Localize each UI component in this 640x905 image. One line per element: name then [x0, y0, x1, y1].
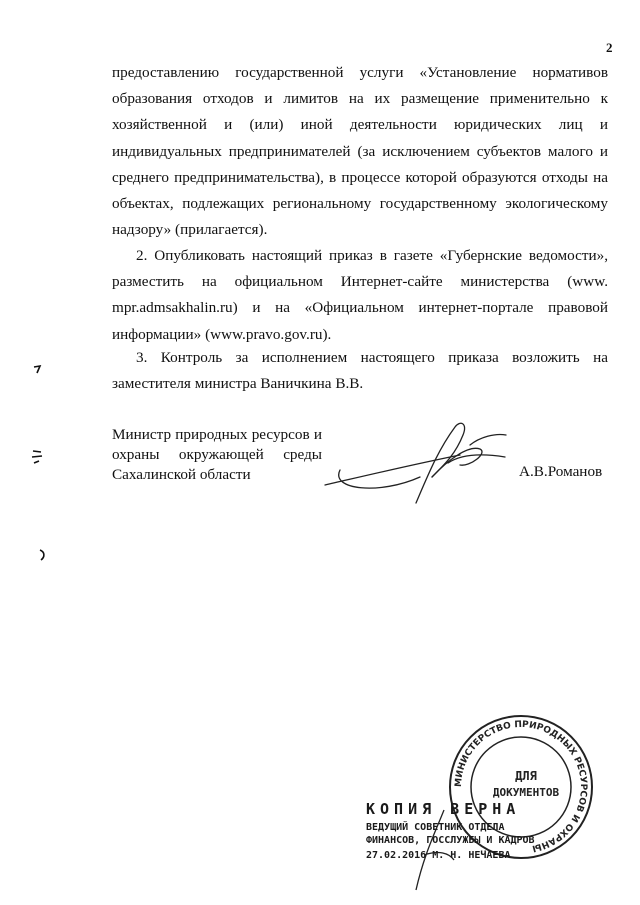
margin-mark: [38, 548, 48, 562]
seal-center-line-2: ДОКУМЕНТОВ: [492, 786, 560, 799]
signatory-position: [112, 425, 322, 485]
signatory-position-line-2: охраны окружающей среды: [112, 446, 322, 463]
stamp-date-name-line: 27.02.2016 М. Н. НЕЧАЕВА: [366, 850, 511, 861]
seal-center-line-1: ДЛЯ: [515, 769, 537, 783]
paragraph-control: 3. Контроль за исполнением настоящего приказа возложить на заместителя министра Ваничкина В.В.: [112, 349, 608, 393]
handwritten-signature: [320, 415, 510, 510]
stamp-copy-label: КОПИЯ ВЕРНА: [366, 800, 521, 818]
paragraph-publication: 2. Опубликовать настоящий приказ в газете «Губернские ведомости», разместить на официальном Интернет-сайте министерства (www. mpr.admsakhalin.ru) и на «Официальном интернет-портале правовой информации» (www.pravo.gov.ru).: [112, 247, 608, 343]
stamp-signature: [404, 805, 464, 895]
margin-mark: [30, 448, 44, 466]
signatory-position-line-3: Сахалинской области: [112, 466, 251, 483]
signatory-name: А.В.Романов: [519, 463, 603, 480]
page-number: 2: [606, 40, 613, 55]
seal-ring-text: МИНИСТЕРСТВО ПРИРОДНЫХ РЕСУРСОВ И ОХРАНЫ: [453, 719, 589, 853]
paragraph-approval: предоставлению государственной услуги «Установление нормативов образования отходов и лимитов на их размещение применительно к хозяйственной и (или) иной деятельности юридических лиц и индивидуальных предпринимателей (за исключением субъектов малого и среднего предпринимательства), в процессе которой образуются отходы на объектах, подлежащих региональному государственному экологическому надзору» (прилагается).: [112, 64, 608, 239]
signatory-position-line-1: Министр природных ресурсов и: [112, 426, 322, 443]
stamp-department-line: ФИНАНСОВ, ГОССЛУЖБЫ И КАДРОВ: [366, 835, 535, 846]
margin-mark: [32, 364, 42, 374]
stamp-position-line: ВЕДУЩИЙ СОВЕТНИК ОТДЕЛА: [366, 822, 505, 833]
